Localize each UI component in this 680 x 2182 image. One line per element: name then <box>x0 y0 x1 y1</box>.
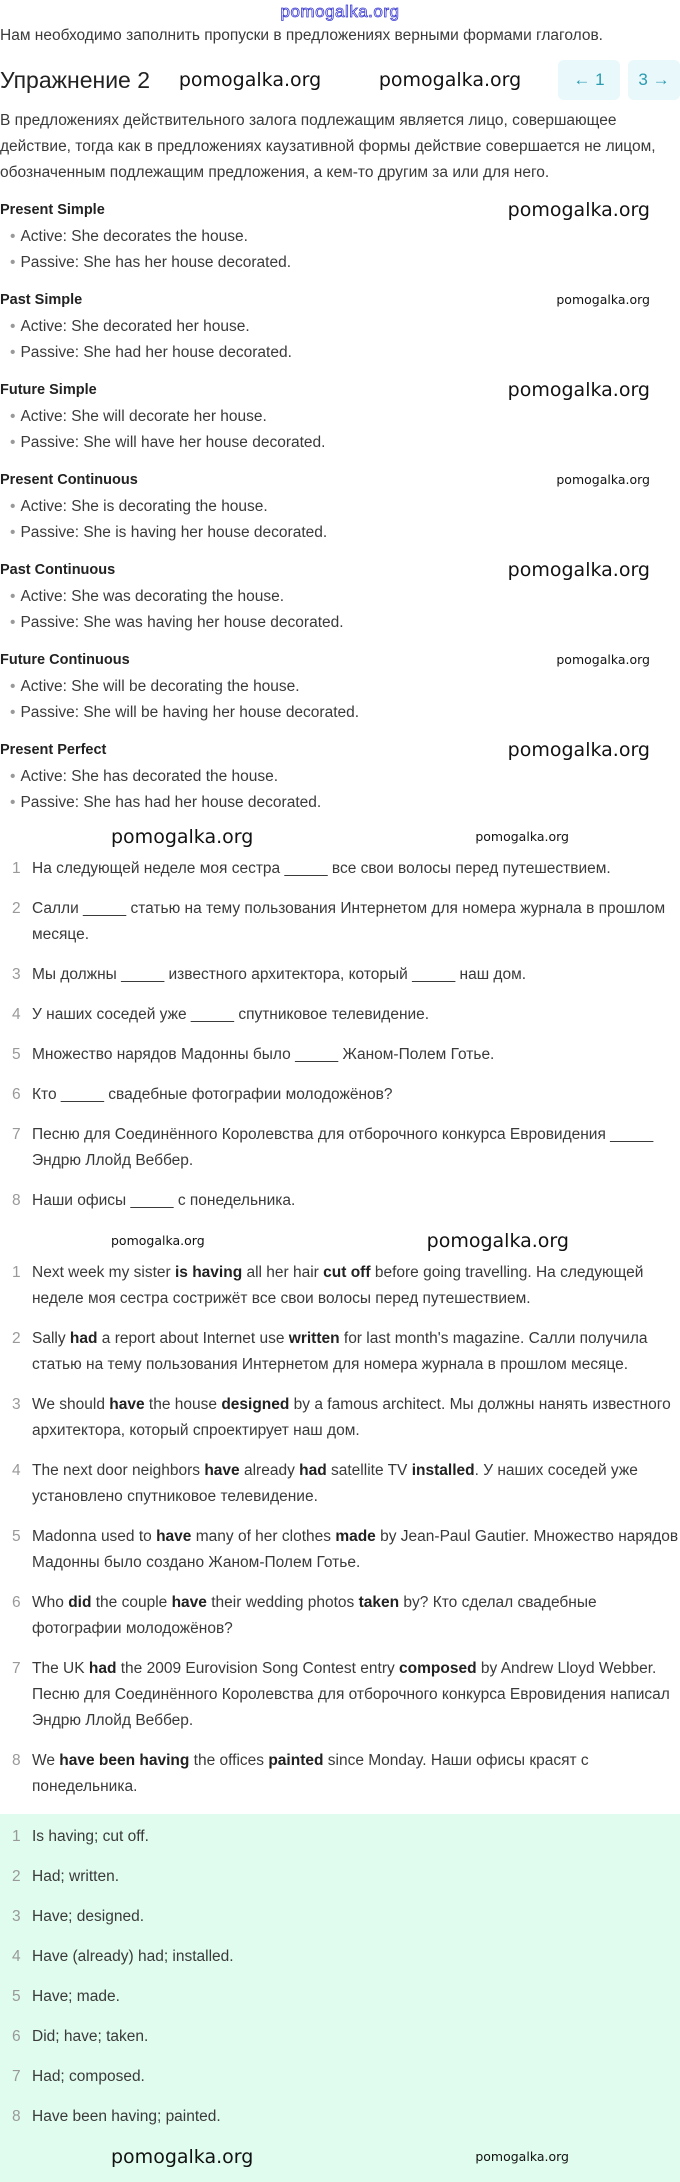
highlighted-verb: installed <box>411 1462 475 1479</box>
text-segment: by Jean-Paul Gautier. Множество нарядов Мадонны было создано Жаном-Полем Готье. <box>32 1528 679 1571</box>
example-item <box>0 1260 680 1312</box>
item-number: 7 <box>12 1126 21 1143</box>
item-text: Did; have; taken. <box>32 2028 149 2045</box>
text-segment: satellite TV <box>326 1462 412 1479</box>
watermark-text: pomogalka.org <box>475 2149 569 2164</box>
watermark-text: pomogalka.org <box>556 652 650 667</box>
watermark-text: pomogalka.org <box>111 826 254 848</box>
example-item <box>0 1392 680 1444</box>
text-segment: Sally <box>32 1330 70 1347</box>
active-example: • Active: She was decorating the house. <box>0 584 680 610</box>
example-item <box>0 1590 680 1642</box>
text-segment: The next door neighbors <box>32 1462 205 1479</box>
answer-item <box>0 1824 680 1850</box>
active-example: • Active: She decorates the house. <box>0 224 680 250</box>
item-number: 7 <box>12 2068 21 2085</box>
theory-section <box>0 196 680 276</box>
answers-panel <box>0 1814 680 2182</box>
highlighted-verb: had <box>88 1660 117 1677</box>
text-segment: a report about Internet use <box>97 1330 289 1347</box>
text-segment: the 2009 Eurovision Song Contest entry <box>116 1660 400 1677</box>
item-text: Have been having; painted. <box>32 2108 221 2125</box>
highlighted-verb: made <box>335 1528 376 1545</box>
example-list <box>0 1260 680 1800</box>
theory-section <box>0 556 680 636</box>
passive-example: • Passive: She has her house decorated. <box>0 250 680 276</box>
intro-text: Нам необходимо заполнить пропуски в предложениях верными формами глаголов. <box>0 27 603 44</box>
passive-example: • Passive: She has had her house decorated. <box>0 790 680 816</box>
item-number: 7 <box>12 1660 21 1677</box>
page-title: Упражнение 2 <box>0 66 151 93</box>
item-number: 5 <box>12 1988 21 2005</box>
item-text: Множество нарядов Мадонны было _____ Жаном-Полем Готье. <box>32 1046 495 1063</box>
highlighted-verb: have <box>109 1396 145 1413</box>
highlighted-verb: have <box>204 1462 240 1479</box>
item-number: 4 <box>12 1948 21 1965</box>
watermark-text: pomogalka.org <box>507 199 650 221</box>
theory-section <box>0 376 680 456</box>
active-example: • Active: She is decorating the house. <box>0 494 680 520</box>
item-number: 5 <box>12 1528 21 1545</box>
text-segment: all her hair <box>242 1264 324 1281</box>
text-segment: the offices <box>189 1752 269 1769</box>
answer-item <box>0 1864 680 1890</box>
item-number: 6 <box>12 1594 21 1611</box>
section-title: Present Continuous <box>0 472 138 488</box>
section-title: Past Simple <box>0 292 83 308</box>
highlighted-verb: had <box>299 1462 327 1479</box>
prev-exercise-button[interactable]: ← 1 <box>558 60 620 100</box>
item-number: 2 <box>12 1330 21 1347</box>
highlighted-verb: cut off <box>323 1264 371 1281</box>
item-number: 4 <box>12 1462 21 1479</box>
item-text <box>24 1260 680 1312</box>
item-text <box>24 1748 680 1800</box>
theory-section <box>0 646 680 726</box>
text-segment: The UK <box>32 1660 89 1677</box>
item-number: 4 <box>12 1006 21 1023</box>
highlighted-verb: written <box>288 1330 340 1347</box>
passive-example: • Passive: She is having her house decorated. <box>0 520 680 546</box>
watermark-text: pomogalka.org <box>507 559 650 581</box>
watermark-text: pomogalka.org <box>111 2146 254 2168</box>
section-title: Future Continuous <box>0 652 130 668</box>
section-title: Future Simple <box>0 382 97 398</box>
watermark-text: pomogalka.org <box>426 1230 569 1252</box>
highlighted-verb: did <box>68 1594 92 1611</box>
item-number: 2 <box>12 900 21 917</box>
watermark-text: pomogalka.org <box>178 69 322 91</box>
passive-example: • Passive: She had her house decorated. <box>0 340 680 366</box>
item-text: Наши офисы _____ с понедельника. <box>32 1192 296 1209</box>
item-text <box>24 1458 680 1510</box>
item-text: Кто _____ свадебные фотографии молодожёнов? <box>32 1086 393 1103</box>
section-title: Present Perfect <box>0 742 107 758</box>
answer-item <box>0 1984 680 2010</box>
section-title-row <box>0 556 680 584</box>
item-text: Have (already) had; installed. <box>32 1948 234 1965</box>
answer-item <box>0 1904 680 1930</box>
watermark-text: pomogalka.org <box>507 379 650 401</box>
active-example: • Active: She decorated her house. <box>0 314 680 340</box>
section-title-row <box>0 376 680 404</box>
text-segment: by Andrew Lloyd Webber. Песню для Соединённого Королевства для отборочного конкурса Евровидения написал Эндрю Ллойд Веббер. <box>32 1660 670 1729</box>
watermark-text: pomogalka.org <box>556 472 650 487</box>
example-item <box>0 1326 680 1378</box>
watermark-text: pomogalka.org <box>507 739 650 761</box>
item-number: 3 <box>12 1908 21 1925</box>
item-number: 6 <box>12 1086 21 1103</box>
passive-example: • Passive: She will have her house decorated. <box>0 430 680 456</box>
active-example: • Active: She will decorate her house. <box>0 404 680 430</box>
example-item <box>0 1524 680 1576</box>
task-list <box>0 856 680 1214</box>
text-segment: We <box>32 1752 60 1769</box>
highlighted-verb: painted <box>268 1752 324 1769</box>
item-text: На следующей неделе моя сестра _____ все свои волосы перед путешествием. <box>32 860 611 877</box>
example-item <box>0 1656 680 1734</box>
item-number: 8 <box>12 1192 21 1209</box>
text-segment: by a famous architect. Мы должны нанять известного архитектора, который спроектирует наш дом. <box>32 1396 671 1439</box>
answer-item <box>0 1944 680 1970</box>
highlighted-verb: designed <box>221 1396 290 1413</box>
text-segment: the couple <box>91 1594 172 1611</box>
item-text <box>24 1392 680 1444</box>
task-item <box>0 1042 680 1068</box>
item-number: 8 <box>12 2108 21 2125</box>
text-segment: many of her clothes <box>191 1528 336 1545</box>
watermark-row <box>0 824 680 850</box>
item-number: 5 <box>12 1046 21 1063</box>
item-text: Песню для Соединённого Королевства для отборочного конкурса Евровидения _____ Эндрю Ллойд Веббер. <box>32 1126 654 1169</box>
section-title: Past Continuous <box>0 562 116 578</box>
item-text: Had; written. <box>32 1868 120 1885</box>
task-item <box>0 896 680 948</box>
item-number: 1 <box>12 860 21 877</box>
task-item <box>0 962 680 988</box>
section-title-row <box>0 646 680 674</box>
item-text: Had; composed. <box>32 2068 145 2085</box>
section-title-row <box>0 196 680 224</box>
theory-section <box>0 736 680 816</box>
watermark-text: pomogalka.org <box>556 292 650 307</box>
item-text <box>24 1590 680 1642</box>
text-segment: the house <box>144 1396 222 1413</box>
text-segment: their wedding photos <box>206 1594 359 1611</box>
watermark-text: pomogalka.org <box>378 69 522 91</box>
item-text: У наших соседей уже _____ спутниковое телевидение. <box>32 1006 430 1023</box>
active-example: • Active: She has decorated the house. <box>0 764 680 790</box>
theory-section <box>0 286 680 366</box>
passive-example: • Passive: She was having her house decorated. <box>0 610 680 636</box>
task-item <box>0 1188 680 1214</box>
highlighted-verb: is having <box>174 1264 243 1281</box>
highlighted-verb: had <box>69 1330 98 1347</box>
example-item <box>0 1748 680 1800</box>
text-segment: already <box>239 1462 300 1479</box>
text-segment: Madonna used to <box>32 1528 157 1545</box>
passive-example: • Passive: She will be having her house decorated. <box>0 700 680 726</box>
task-item <box>0 1002 680 1028</box>
theory-section <box>0 466 680 546</box>
item-number: 3 <box>12 966 21 983</box>
watermark-group <box>150 69 550 91</box>
text-segment: Next week my sister <box>32 1264 175 1281</box>
section-title-row <box>0 286 680 314</box>
highlighted-verb: composed <box>399 1660 477 1677</box>
next-exercise-button[interactable]: 3 → <box>628 60 680 100</box>
active-example: • Active: She will be decorating the house. <box>0 674 680 700</box>
watermark-row <box>0 1228 680 1254</box>
task-item <box>0 856 680 882</box>
item-number: 6 <box>12 2028 21 2045</box>
watermark-logo: pomogalka.org <box>280 2 400 21</box>
theory-sections <box>0 196 680 816</box>
task-item <box>0 1122 680 1174</box>
answer-item <box>0 2064 680 2090</box>
answer-item <box>0 2104 680 2130</box>
highlighted-verb: have <box>171 1594 207 1611</box>
watermark-text: pomogalka.org <box>475 829 569 844</box>
highlighted-verb: have been having <box>59 1752 190 1769</box>
item-text: Салли _____ статью на тему пользования Интернетом для номера журнала в прошлом месяце. <box>32 900 666 943</box>
item-number: 2 <box>12 1868 21 1885</box>
section-title-row <box>0 466 680 494</box>
item-text: Is having; cut off. <box>32 1828 149 1845</box>
section-title: Present Simple <box>0 202 105 218</box>
text-segment: . У наших соседей уже установлено спутниковое телевидение. <box>32 1462 638 1505</box>
example-item <box>0 1458 680 1510</box>
item-text <box>24 1326 680 1378</box>
item-number: 1 <box>12 1264 21 1281</box>
item-text: Мы должны _____ известного архитектора, который _____ наш дом. <box>32 966 527 983</box>
answer-item <box>0 2024 680 2050</box>
item-number: 3 <box>12 1396 21 1413</box>
text-segment: before going travelling. На следующей неделе моя сестра сострижёт все свои волосы перед путешествием. <box>32 1264 644 1307</box>
text-segment: We should <box>32 1396 110 1413</box>
highlighted-verb: have <box>156 1528 192 1545</box>
text-segment: by? Кто сделал свадебные фотографии молодожёнов? <box>32 1594 597 1637</box>
task-item <box>0 1082 680 1108</box>
item-number: 1 <box>12 1828 21 1845</box>
text-segment: for last month's magazine. Салли получила статью на тему пользования Интернетом для номера журнала в прошлом месяце. <box>32 1330 648 1373</box>
answer-list <box>0 1824 680 2130</box>
item-text <box>24 1656 680 1734</box>
item-number: 8 <box>12 1752 21 1769</box>
theory-paragraph: В предложениях действительного залога подлежащим является лицо, совершающее действие, тогда как в предложениях каузативной формы действие совершается не лицом, обозначенным подлежащим предложения, а кем-то другим за или для него. <box>0 112 656 181</box>
section-title-row <box>0 736 680 764</box>
item-text: Have; designed. <box>32 1908 145 1925</box>
highlighted-verb: taken <box>358 1594 400 1611</box>
text-segment: Who <box>32 1594 69 1611</box>
text-segment: since Monday. Наши офисы красят с понедельника. <box>32 1752 589 1795</box>
item-text: Have; made. <box>32 1988 120 2005</box>
watermark-text: pomogalka.org <box>111 1233 205 1248</box>
header-row <box>0 56 680 104</box>
item-text <box>24 1524 680 1576</box>
